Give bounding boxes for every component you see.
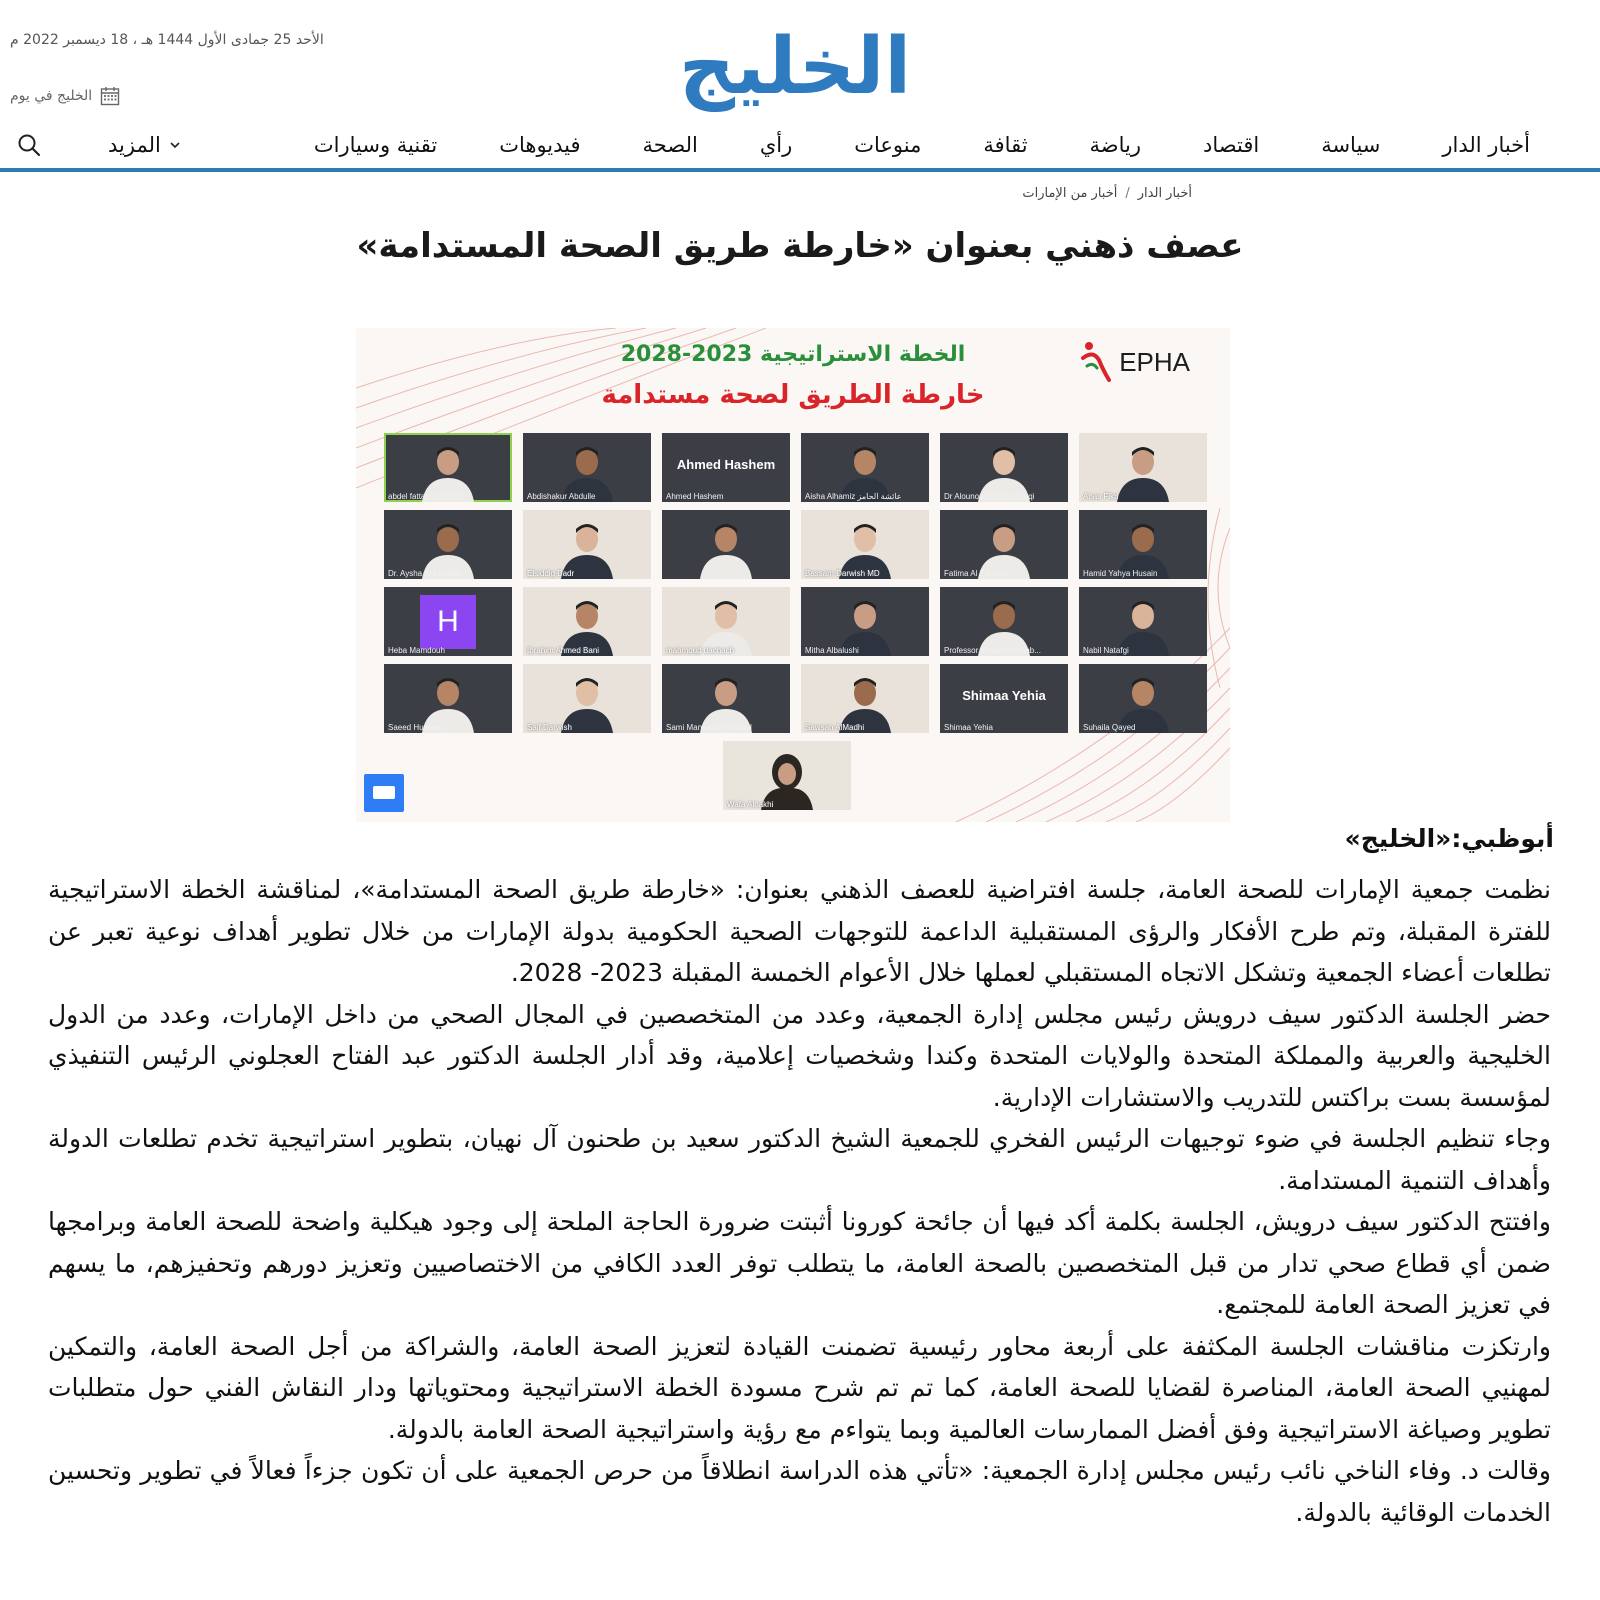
nav-item[interactable]: رياضة bbox=[1089, 133, 1142, 157]
breadcrumb-separator: / bbox=[1125, 186, 1130, 201]
nav-item[interactable]: فيديوهات bbox=[499, 133, 581, 157]
nav-items bbox=[283, 128, 1530, 162]
participant-name: Abdishakur Abdulle bbox=[527, 492, 596, 501]
byline: أبوظبي:«الخليج» bbox=[1344, 824, 1554, 853]
daily-edition-label: الخليج في يوم bbox=[10, 88, 93, 104]
calendar-icon bbox=[100, 86, 120, 106]
participant-tile bbox=[1079, 433, 1207, 502]
article-title: عصف ذهني بعنوان «خارطة طريق الصحة المستدامة» bbox=[356, 226, 1244, 266]
participant-tile bbox=[801, 433, 929, 502]
article-paragraph: وقالت د. وفاء الناخي نائب رئيس مجلس إدارة الجمعية: «تأتي هذه الدراسة انطلاقاً من حرص الجمعية على أن تكون جزءاً فعالاً في تطوير وتحسين الخدمات الوقائية بالدولة. bbox=[48, 1456, 1551, 1527]
participant-tile bbox=[801, 664, 929, 733]
daily-edition-link[interactable] bbox=[10, 86, 120, 106]
participant-tile bbox=[384, 433, 512, 502]
participant-name: Shimaa Yehia bbox=[944, 723, 993, 732]
nav-item[interactable]: سياسة bbox=[1321, 133, 1381, 157]
participant-tile bbox=[801, 510, 929, 579]
participant-name: Ahmed Hashem bbox=[666, 492, 724, 501]
participant-tile bbox=[662, 587, 790, 656]
participant-name: Suhaila Qayed bbox=[1083, 723, 1136, 732]
participant-tile bbox=[384, 510, 512, 579]
epha-brand-text: EPHA bbox=[1119, 346, 1190, 377]
nav-item[interactable]: ثقافة bbox=[983, 133, 1028, 157]
breadcrumb-item[interactable]: أخبار من الإمارات bbox=[1022, 186, 1118, 201]
site-logo[interactable] bbox=[680, 22, 910, 112]
participant-name: abdel fattah al-ajlouni bbox=[388, 492, 465, 501]
participant-name: Bassam Darwish MD bbox=[805, 569, 880, 578]
nav-item[interactable]: رأي bbox=[759, 133, 793, 157]
participant-tile bbox=[662, 433, 790, 502]
article-paragraph: وافتتح الدكتور سيف درويش، الجلسة بكلمة أكد فيها أن جائحة كورونا أثبتت ضرورة الحاجة الملحة إلى وجود هيكلية واضحة للصحة العامة وبرامجها ضمن أي قطاع صحي تدار من قبل المتخصصين بالصحة العامة، ما يتطلب توفر العدد الكافي من الاختصاصيين وتعزيز دورهم وتحفيزهم، ما يسهم في تعزيز الصحة العامة للمجتمع. bbox=[48, 1207, 1551, 1319]
logo-text: الخليج bbox=[678, 22, 912, 112]
participant-name: Hamid Yahya Husain bbox=[1083, 569, 1158, 578]
participant-name: Aisha Alhamiz عائشة الحامز bbox=[805, 492, 902, 501]
participant-name: Wafa Alnakhi bbox=[727, 800, 774, 809]
participant-tile bbox=[384, 664, 512, 733]
nav-item[interactable]: اقتصاد bbox=[1203, 133, 1260, 157]
article-body bbox=[48, 869, 1551, 1533]
participant-tile bbox=[1079, 664, 1207, 733]
participant-name: Ibrahim Ahmed Bani bbox=[527, 646, 600, 655]
participant-name: Dr Alounoud AL Marzouqi bbox=[944, 492, 1035, 501]
participant-name: Elsiddig Badr bbox=[527, 569, 575, 578]
participant-tile bbox=[801, 587, 929, 656]
participant-name: Sami Manaa Bin Ahmed bbox=[666, 723, 752, 732]
article-paragraph: وجاء تنظيم الجلسة في ضوء توجيهات الرئيس الفخري للجمعية الشيخ الدكتور سعيد بن طحنون آل نهيان، بتطوير استراتيجية تخدم تطلعات الدولة وأهداف التنمية المستدامة. bbox=[48, 1124, 1551, 1195]
participant-name: Saeed Hussein bbox=[388, 723, 443, 732]
participant-tile bbox=[940, 664, 1068, 733]
participant-tile bbox=[662, 664, 790, 733]
participant-name: Anas Fikri bbox=[1083, 492, 1119, 501]
date-line: الأحد 25 جمادى الأول 1444 هـ ، 18 ديسمبر 2022 م bbox=[10, 32, 324, 48]
participant-tile bbox=[523, 664, 651, 733]
person-icon bbox=[694, 517, 758, 579]
nav-item[interactable]: تقنية وسيارات bbox=[313, 133, 438, 157]
participant-avatar: H bbox=[420, 595, 476, 649]
nav-more-label: المزيد bbox=[108, 133, 161, 157]
search-icon[interactable] bbox=[16, 132, 42, 158]
main-nav bbox=[0, 124, 1600, 172]
participant-name: mahmoud dachach bbox=[666, 646, 735, 655]
nav-item[interactable]: منوعات bbox=[854, 133, 922, 157]
nav-item[interactable]: أخبار الدار bbox=[1442, 133, 1530, 157]
participant-name: Saif Darwish bbox=[527, 723, 572, 732]
participant-tile bbox=[523, 587, 651, 656]
screen-share-icon bbox=[364, 774, 404, 812]
participant-name: Dr. Aysha Al Dhaheri bbox=[388, 569, 462, 578]
participant-tile bbox=[1079, 587, 1207, 656]
participant-tile bbox=[940, 510, 1068, 579]
participant-name: Nabil Natafgi bbox=[1083, 646, 1129, 655]
article-paragraph: نظمت جمعية الإمارات للصحة العامة، جلسة افتراضية للعصف الذهني بعنوان: «خارطة طريق الصحة المستدامة»، لمناقشة الخطة الاستراتيجية للفترة المقبلة، وتم طرح الأفكار والرؤى المستقبلية الداعمة للتوجهات الصحية الحكومية بدولة الإمارات من خلال تطوير أهداف نوعية تعبر عن تطلعات أعضاء الجمعية وتشكل الاتجاه المستقبلي لعملها خلال الأعوام الخمسة المقبلة 2023- 2028. bbox=[48, 875, 1551, 987]
plan-title: الخطة الاستراتيجية 2023-2028 bbox=[620, 342, 966, 367]
nav-more-menu[interactable] bbox=[108, 128, 181, 162]
participant-grid bbox=[384, 433, 1207, 733]
article-paragraph: حضر الجلسة الدكتور سيف درويش رئيس مجلس إدارة الجمعية، وعدد من المتخصصين في المجال الصحي من داخل الإمارات، وعدد من الدول الخليجية والعربية والمملكة المتحدة والولايات المتحدة وكندا وشخصيات إعلامية، وقد أدار الجلسة الدكتور عبد الفتاح العجلوني الرئيس التنفيذي لمؤسسة بست براكتس للتدريب والاستشارات الإدارية. bbox=[48, 999, 1551, 1112]
participant-display-name: Ahmed Hashem bbox=[676, 457, 776, 472]
participant-display-name: Shimaa Yehia bbox=[962, 688, 1046, 703]
participant-tile bbox=[940, 433, 1068, 502]
participant-name: Fatima Al Zarooni bbox=[944, 569, 1007, 578]
participant-name: Sawsan AlMadhi bbox=[805, 723, 865, 732]
participant-tile bbox=[940, 587, 1068, 656]
breadcrumb bbox=[1022, 186, 1192, 201]
participant-tile bbox=[523, 510, 651, 579]
chevron-down-icon bbox=[169, 139, 181, 151]
participant-name: Professor Mounir Marhab... bbox=[944, 646, 1041, 655]
person-icon bbox=[1111, 440, 1175, 502]
participant-tile bbox=[1079, 510, 1207, 579]
breadcrumb-item[interactable]: أخبار الدار bbox=[1137, 186, 1192, 201]
article-paragraph: وارتكزت مناقشات الجلسة المكثفة على أربعة محاور رئيسية تضمنت القيادة لتعزيز الصحة العامة، والشراكة من أجل الصحة العامة، والتمكين لمهنيي الصحة العامة، المناصرة لقضايا للصحة العامة، كما تم تم شرح مسودة الخطة الاستراتيجية ومحتوياتها ودار النقاش الفني حول متطلبات تطوير وصياغة الاستراتيجية وفق أفضل الممارسات العالمية وبما يتواءم مع رؤية واستراتيجية الصحة العامة بالدولة. bbox=[48, 1331, 1551, 1444]
plan-subtitle: خارطة الطريق لصحة مستدامة bbox=[601, 380, 985, 410]
article-photo bbox=[356, 328, 1230, 822]
participant-name: Mitha Albalushi bbox=[805, 646, 859, 655]
participant-tile bbox=[723, 741, 851, 810]
participant-name: Heba Mamdouh bbox=[388, 646, 445, 655]
participant-tile bbox=[384, 587, 512, 656]
participant-tile bbox=[523, 433, 651, 502]
participant-tile bbox=[662, 510, 790, 579]
nav-item[interactable]: الصحة bbox=[642, 133, 698, 157]
